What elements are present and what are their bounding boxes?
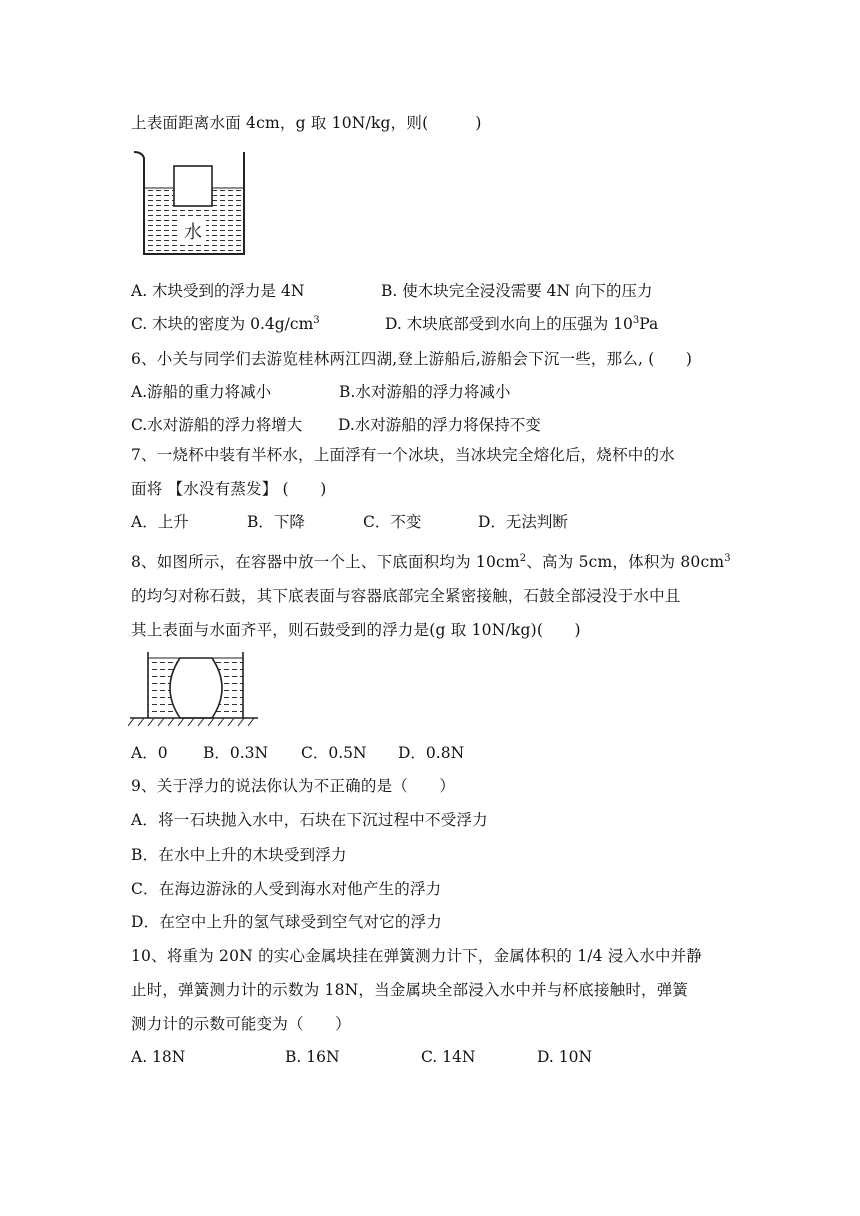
q7-option-c: C．不变 bbox=[363, 513, 422, 531]
beaker-figure bbox=[132, 148, 252, 260]
q8-sup-volume: 3 bbox=[724, 553, 731, 564]
q8-stem-part2: 、高为 5cm，体积为 80cm bbox=[526, 553, 725, 571]
q5-option-c-sup: 3 bbox=[313, 315, 320, 326]
q10-option-c: C. 14N bbox=[421, 1048, 476, 1066]
q9-option-c: C．在海边游泳的人受到海水对他产生的浮力 bbox=[131, 880, 442, 898]
q8-option-a: A．0 bbox=[131, 744, 168, 762]
q5-option-d-text: D. 木块底部受到水向上的压强为 10 bbox=[385, 315, 633, 333]
q8-stem-line1 bbox=[131, 552, 731, 572]
q5-option-d-unit: Pa bbox=[639, 315, 659, 333]
q9-stem: 9、关于浮力的说法你认为不正确的是（ ） bbox=[131, 777, 456, 795]
q9-option-a: A．将一石块抛入水中，石块在下沉过程中不受浮力 bbox=[131, 811, 488, 829]
q8-stem-line3: 其上表面与水面齐平，则石鼓受到的浮力是(g 取 10N/kg)( ) bbox=[131, 621, 581, 639]
q10-stem-line2: 止时，弹簧测力计的示数为 18N，当金属块全部浸入水中并与杯底接触时，弹簧 bbox=[131, 981, 689, 999]
q10-option-d: D. 10N bbox=[537, 1048, 593, 1066]
water-label: 水 bbox=[184, 222, 202, 243]
q5-option-c bbox=[131, 314, 320, 334]
q6-option-d: D.水对游船的浮力将保持不变 bbox=[338, 416, 541, 434]
q7-stem-line1: 7、一烧杯中装有半杯水，上面浮有一个冰块，当冰块完全熔化后，烧杯中的水 bbox=[131, 446, 675, 464]
q9-option-b: B．在水中上升的木块受到浮力 bbox=[131, 846, 347, 864]
q10-stem-line1: 10、将重为 20N 的实心金属块挂在弹簧测力计下，金属体积的 1/4 浸入水中并静 bbox=[131, 947, 703, 965]
q8-sup-area: 2 bbox=[519, 553, 527, 564]
q7-option-b: B．下降 bbox=[247, 513, 305, 531]
q5-option-a: A. 木块受到的浮力是 4N bbox=[131, 282, 305, 300]
q10-option-a: A. 18N bbox=[131, 1048, 186, 1066]
q6-stem: 6、小关与同学们去游览桂林两江四湖,登上游船后,游船会下沉一些，那么, ( ) bbox=[131, 350, 693, 368]
q5-option-d bbox=[385, 314, 658, 334]
q5-option-c-text: C. 木块的密度为 0.4g/cm bbox=[131, 315, 314, 333]
q8-option-d: D．0.8N bbox=[398, 744, 465, 762]
q6-option-c: C.水对游船的浮力将增大 bbox=[131, 416, 303, 434]
q8-stem-part1: 8、如图所示，在容器中放一个上、下底面积均为 10cm bbox=[131, 553, 520, 571]
q8-option-c: C．0.5N bbox=[301, 744, 367, 762]
q10-stem-line3: 测力计的示数可能变为（ ） bbox=[131, 1015, 351, 1033]
q8-stem-line2: 的均匀对称石鼓，其下底表面与容器底部完全紧密接触，石鼓全部浸没于水中且 bbox=[131, 587, 681, 605]
q5-option-b: B. 使木块完全浸没需要 4N 向下的压力 bbox=[381, 282, 653, 300]
q7-option-d: D．无法判断 bbox=[478, 513, 568, 531]
q10-option-b: B. 16N bbox=[285, 1048, 340, 1066]
q9-option-d: D．在空中上升的氢气球受到空气对它的浮力 bbox=[131, 913, 442, 931]
q5-stem: 上表面距离水面 4cm，g 取 10N/kg，则( ) bbox=[131, 114, 482, 132]
q6-option-b: B.水对游船的浮力将减小 bbox=[339, 383, 511, 401]
q7-option-a: A．上升 bbox=[131, 513, 189, 531]
q6-option-a: A.游船的重力将减小 bbox=[131, 383, 272, 401]
q7-stem-line2: 面将 【水没有蒸发】 ( ) bbox=[131, 480, 327, 498]
q5-option-d-sup: 3 bbox=[632, 315, 640, 326]
stone-drum-figure bbox=[128, 652, 260, 728]
q8-option-b: B．0.3N bbox=[203, 744, 269, 762]
